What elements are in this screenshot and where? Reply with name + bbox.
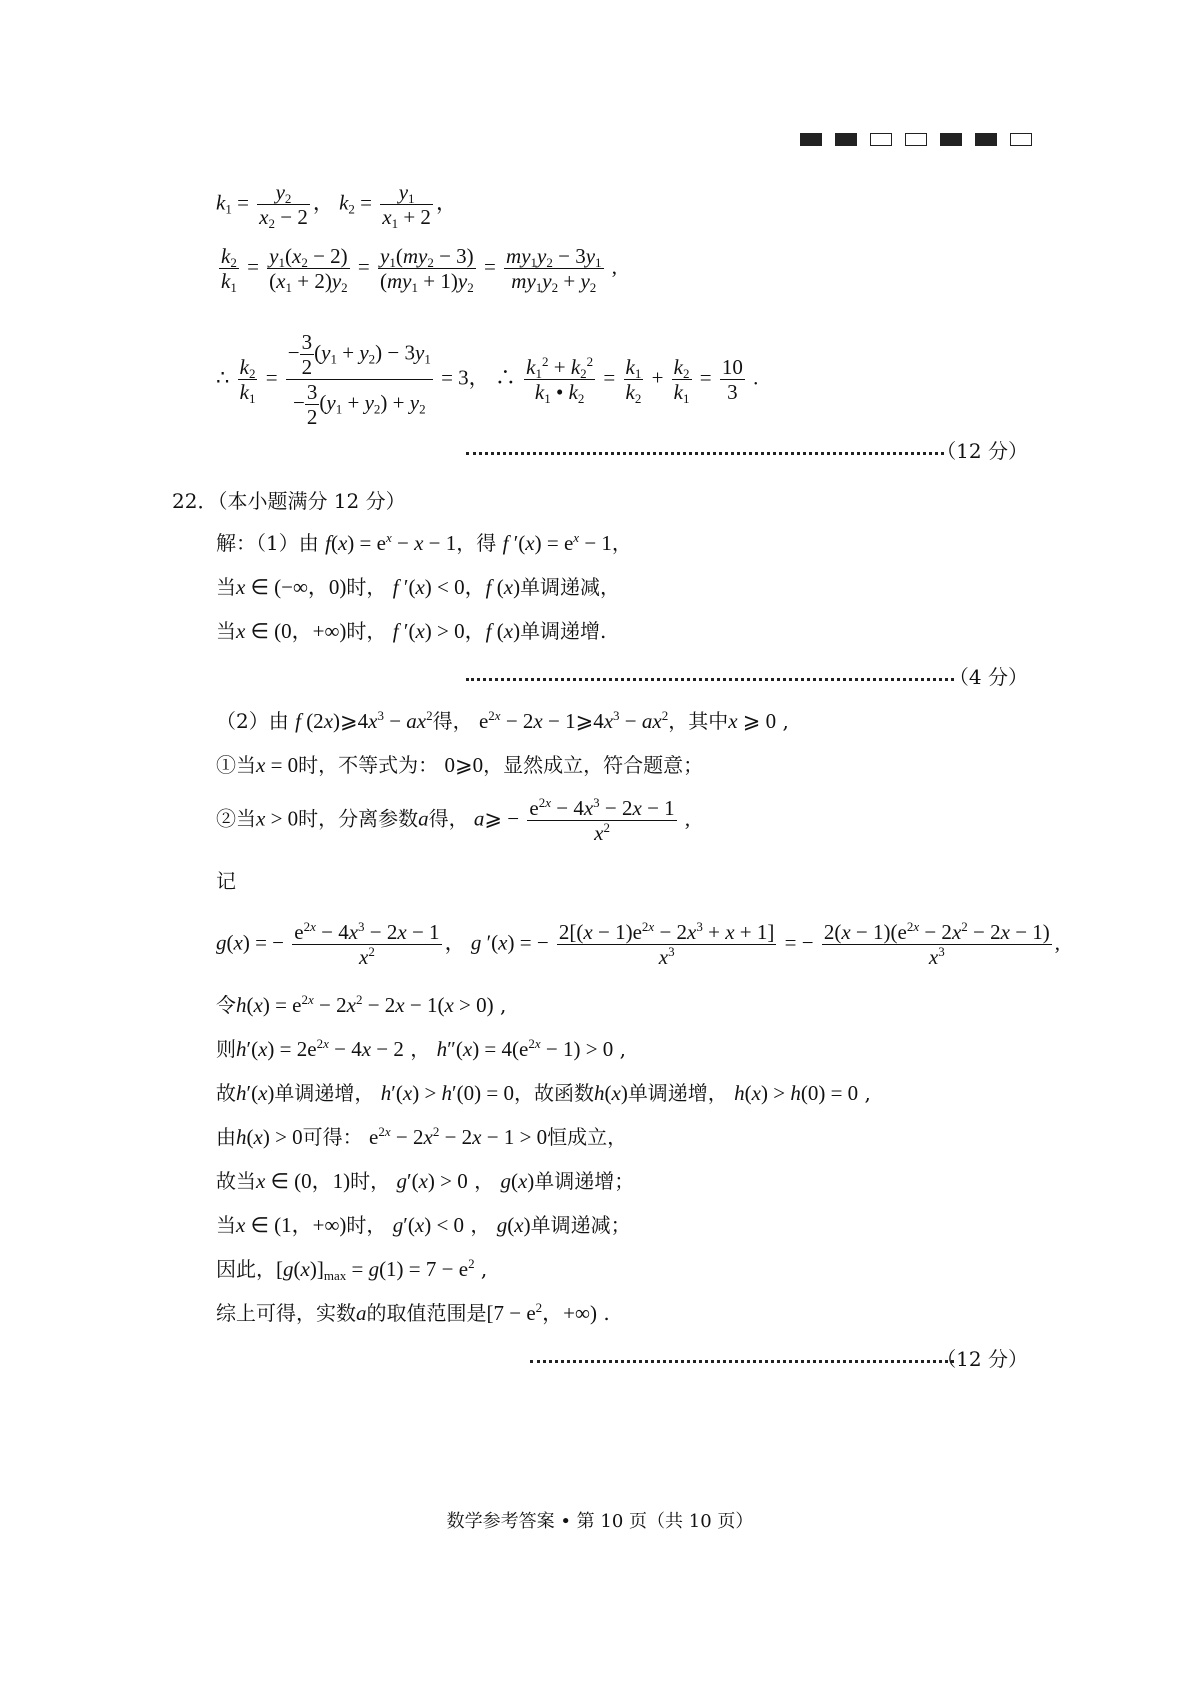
q22-dang: 当x ∈ (1，+∞)时， g′(x) < 0 ， g(x)单调递减； <box>216 1213 631 1237</box>
q22-line-1: 解：（1）由 $f(x) = e^x - x - 1$，得 f $'(x) = e^x - 1$， <box>216 530 632 555</box>
mark-square-empty <box>1010 133 1032 146</box>
q22-case-2: ②当x > 0时，分离参数a得， a⩾ − $\frac{e^{2x} - 4x^3 - 2x - 1}{x^2}$ , <box>216 795 691 845</box>
score-leader-dots <box>466 678 954 681</box>
q22-line-3: 当x ∈ (0，+∞)时， f ′(x) > 0，f (x)单调递增. <box>216 619 607 643</box>
mark-square-filled <box>975 133 997 146</box>
q22-case-1: ①当x = 0时，不等式为： 0⩾0，显然成立，符合题意； <box>216 753 704 777</box>
q22-ling-h: 令$h(x) = e^{2x} - 2x^2 - 2x - 1(x > 0)$ , <box>216 992 507 1017</box>
q22-gudang: 故当x ∈ (0，1)时， g′(x) > 0 ， g(x)单调递增； <box>216 1169 635 1193</box>
formula-therefore: ∴ $\frac{k_2}{k_1}$ = − $\frac{3}{2}$ $(y_1 + y_2) - 3y_1$ − $\frac{3}{2}$ $(y_1 + y_2) + y_2$ = 3， ∴ $\frac{k_1^2 + k_2^2}{k_1 • k_2}$ = $\frac{k_1}{k_2}$ + $\frac{k_2}{k_1}$ = $\frac{10}{3}$ . <box>216 330 759 429</box>
mark-square-filled <box>940 133 962 146</box>
q22-ji: 记 <box>216 869 236 893</box>
score-label: （12 分） <box>936 1347 1028 1371</box>
formula-k2-over-k1: $\frac{k_2}{k_1}$ = $\frac{y_1(x_2 - 2)}{(x_1 + 2)y_2}$ = $\frac{y_1(my_2 - 3)}{(my_1 + 1)y_2}$ = $\frac{my_1y_2 - 3y_1}{my_1y_2 + y_2}$ , <box>221 244 618 295</box>
q22-conclusion: 综上可得，实数a的取值范围是[$7 - e^2$，+∞) . <box>216 1300 610 1325</box>
formula-g-and-gprime: g(x) = − $\frac{e^{2x} - 4x^3 - 2x - 1}{x^2}$ ， g ′(x) = − $\frac{2[(x - 1)e^{2x} - 2x^3 + x + 1]}{x^3}$ = − $\frac{2(x - 1)(e^{2x} - 2x^2 - 2x - 1)}{x^3}$ , <box>216 919 1061 969</box>
q22-you: 由h(x) > 0可得： $e^{2x} - 2x^2 - 2x - 1 > 0$恒成立， <box>216 1124 628 1149</box>
mark-square-filled <box>800 133 822 146</box>
formula-k1-k2: $k_1$ = $\frac{y_2}{x_2 - 2}$ ， $k_2$ = $\frac{y_1}{x_1 + 2}$ ， <box>216 180 457 231</box>
page-footer: 数学参考答案 • 第 10 页（共 10 页） <box>446 1511 754 1532</box>
question-22-title: 22．（本小题满分 12 分） <box>172 489 406 513</box>
score-leader-dots <box>466 452 944 455</box>
q22-line-2: 当x ∈ (−∞，0)时， f ′(x) < 0，f (x)单调递减， <box>216 575 621 599</box>
q22-ze-hprime: 则$h'(x) = 2e^{2x} - 4x - 2$ ， $h''(x) = 4(e^{2x} - 1) > 0$ , <box>216 1036 627 1061</box>
mark-square-empty <box>870 133 892 146</box>
q22-yinci: 因此，$[g(x)]_{max} = g(1) = 7 - e^2$ , <box>216 1256 488 1283</box>
mark-square-filled <box>835 133 857 146</box>
q22-part2-line: （2）由 f $(2x)⩾4x^3 - ax^2$得， $e^{2x} - 2x$ − $1⩾4x^3 - ax^2$，其中x ⩾ 0 , <box>216 708 789 733</box>
score-leader-dots <box>530 1360 954 1363</box>
score-label: （12 分） <box>936 439 1028 463</box>
mark-square-empty <box>905 133 927 146</box>
q22-gu-1: 故h′(x)单调递增， h′(x) > h′(0) = 0，故函数h(x)单调递增， h(x) > h(0) = 0 , <box>216 1081 871 1105</box>
score-label: （4 分） <box>948 665 1028 689</box>
